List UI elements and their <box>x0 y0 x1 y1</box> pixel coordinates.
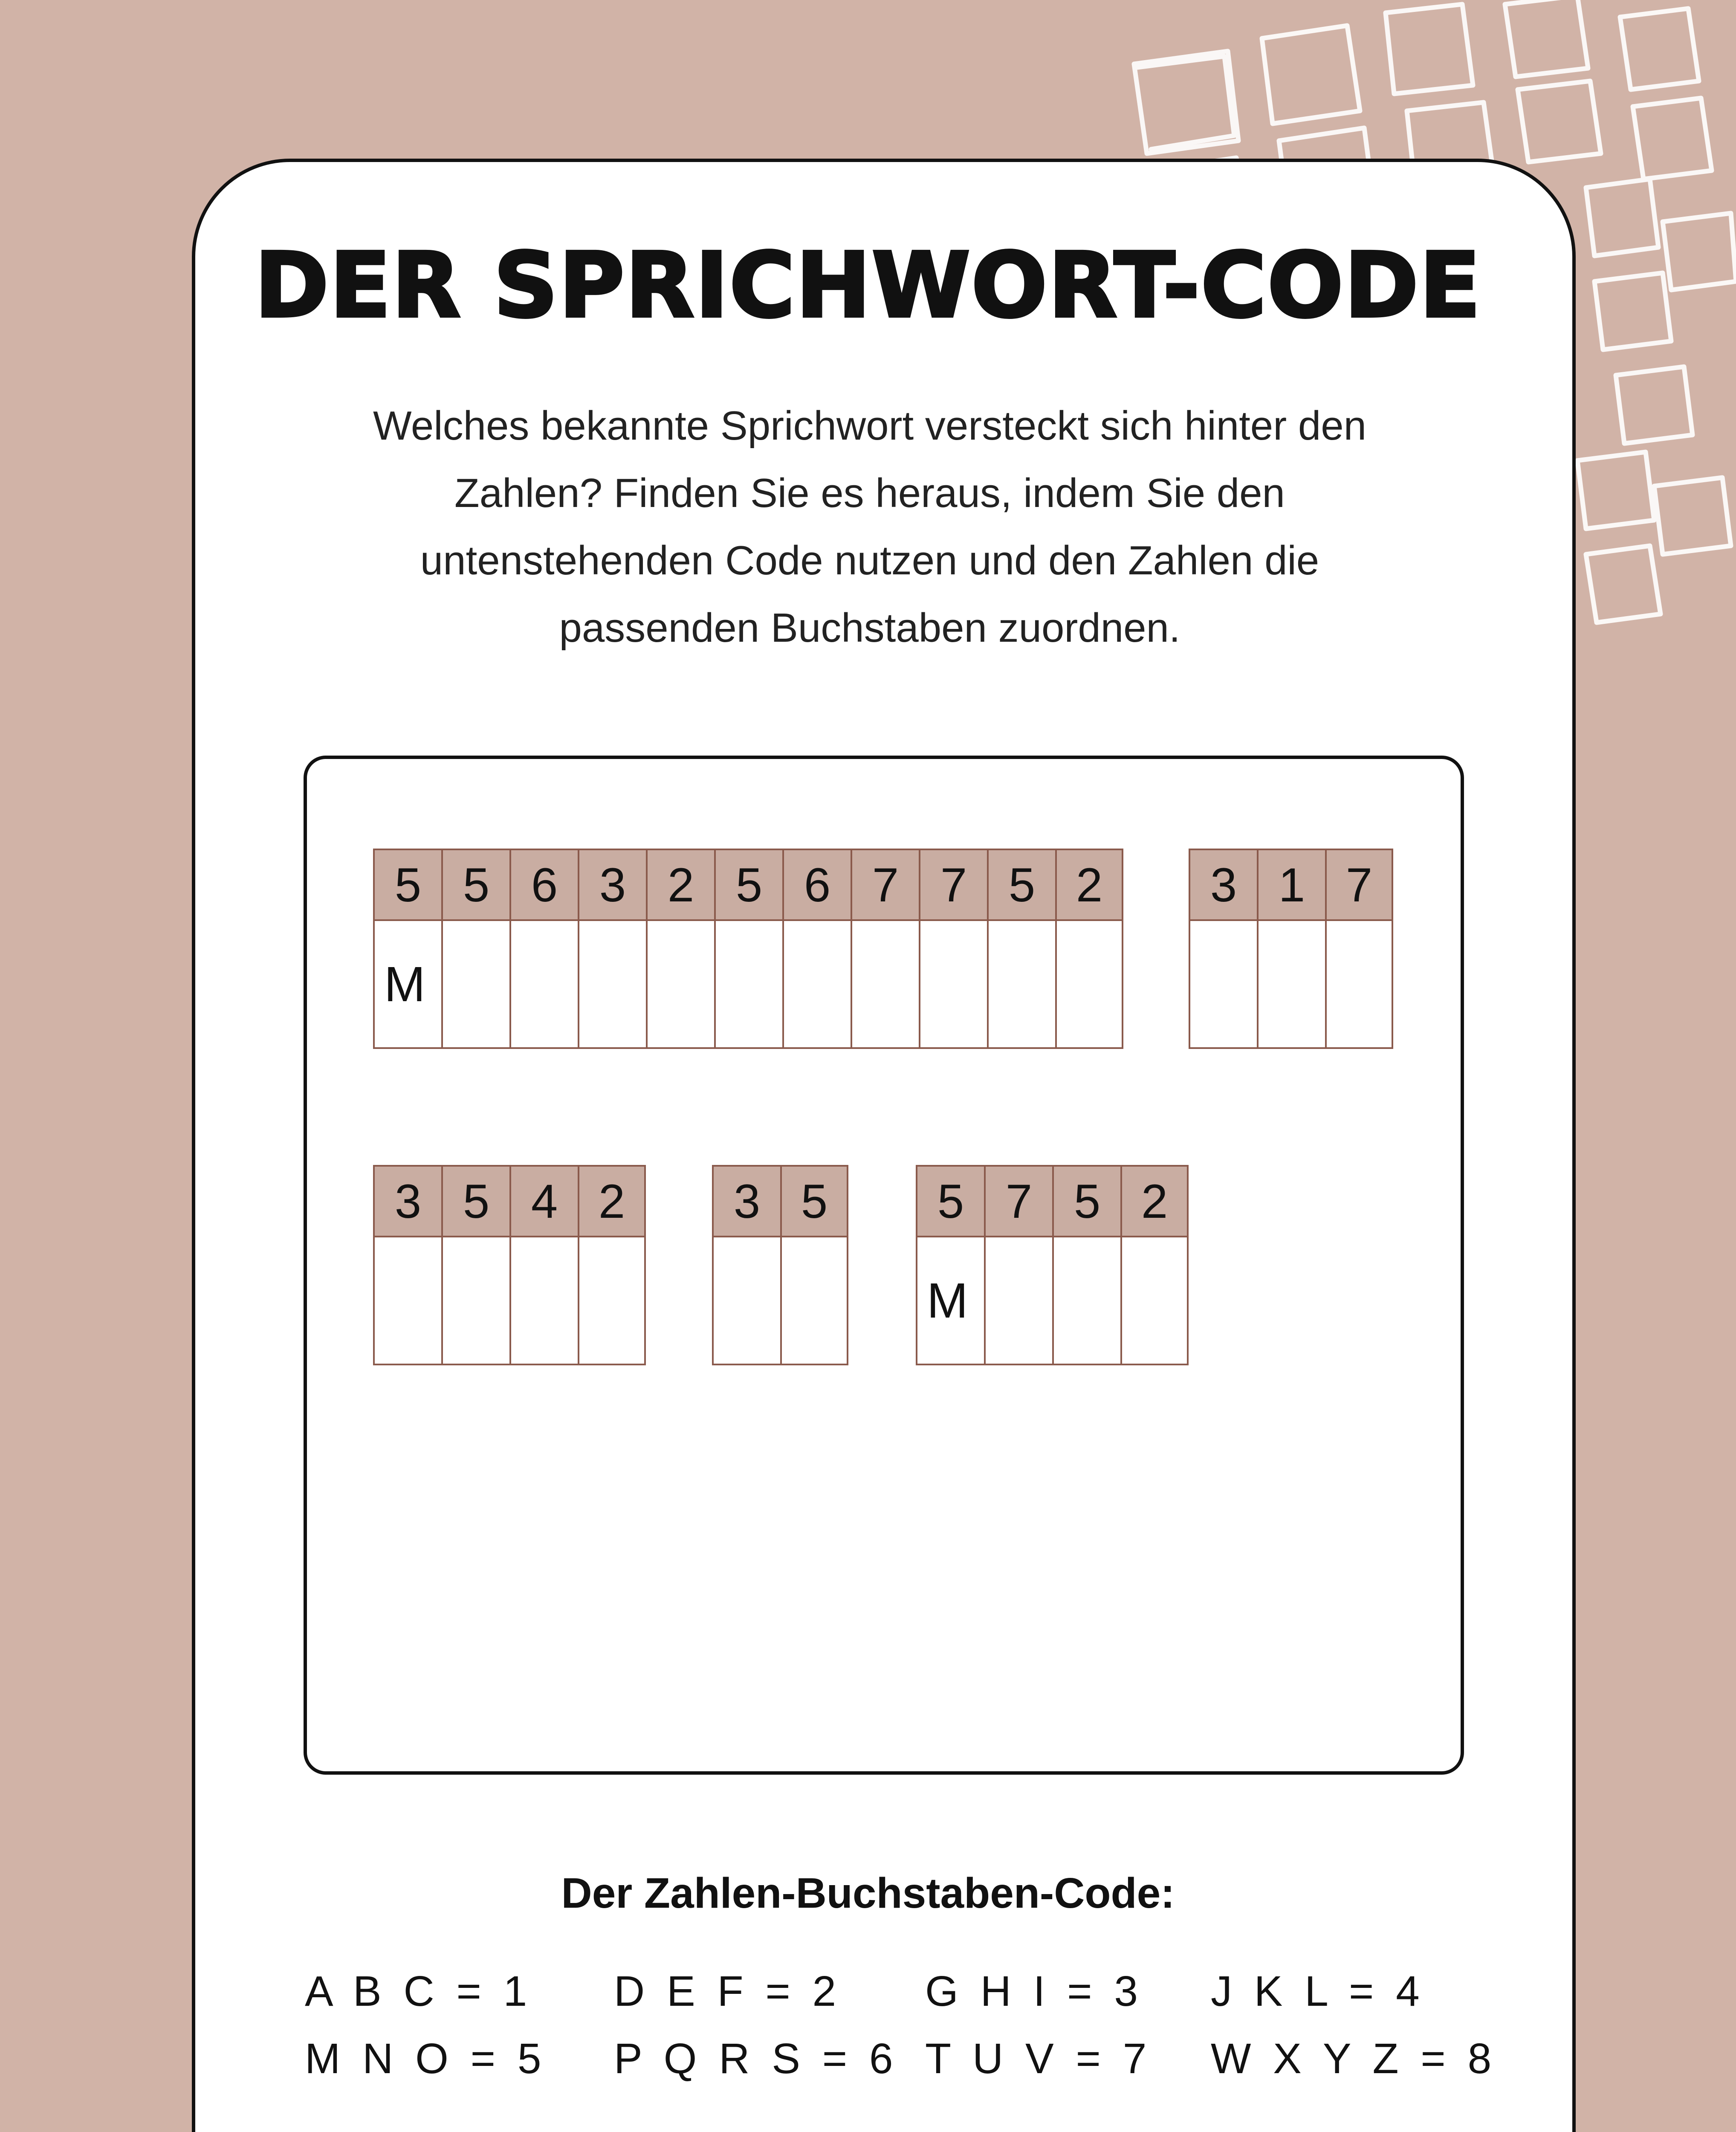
code-heading: Der Zahlen-Buchstaben-Code: <box>561 1869 1175 1917</box>
cell-answer[interactable] <box>441 1237 511 1365</box>
puzzle-cell <box>712 1165 780 1365</box>
cell-answer[interactable] <box>578 1237 646 1365</box>
word-3 <box>373 1165 646 1365</box>
cell-answer[interactable] <box>782 921 852 1049</box>
code-entry: J K L = 4 <box>1211 1967 1425 2015</box>
puzzle-cell <box>987 849 1055 1049</box>
cell-number: 3 <box>712 1165 782 1237</box>
cell-number: 5 <box>373 849 443 921</box>
cell-number: 5 <box>780 1165 848 1237</box>
word-1 <box>373 849 1123 1049</box>
puzzle-cell <box>1189 849 1257 1049</box>
word-4 <box>712 1165 848 1365</box>
puzzle-cell <box>373 1165 441 1365</box>
cell-answer[interactable] <box>714 921 784 1049</box>
cell-answer[interactable] <box>1120 1237 1189 1365</box>
cell-number: 2 <box>646 849 716 921</box>
puzzle-cell <box>578 1165 646 1365</box>
cell-number: 5 <box>714 849 784 921</box>
cell-number: 2 <box>1055 849 1123 921</box>
cell-number: 6 <box>509 849 579 921</box>
code-entry: W X Y Z = 8 <box>1211 2035 1497 2083</box>
code-entry: T U V = 7 <box>925 2035 1152 2083</box>
cell-answer[interactable] <box>441 921 511 1049</box>
code-entry: M N O = 5 <box>305 2035 547 2083</box>
cell-answer[interactable] <box>712 1237 782 1365</box>
puzzle-cell <box>1257 849 1325 1049</box>
cell-answer[interactable] <box>987 921 1057 1049</box>
cell-number: 5 <box>441 849 511 921</box>
cell-answer[interactable] <box>1189 921 1259 1049</box>
code-legend <box>305 1957 1497 2098</box>
page-title: DER SPRICHWORT-CODE <box>255 233 1481 338</box>
code-entry: G H I = 3 <box>925 1967 1143 2015</box>
cell-number: 7 <box>1325 849 1393 921</box>
puzzle-cell <box>851 849 919 1049</box>
puzzle-cell <box>1052 1165 1120 1365</box>
cell-number: 5 <box>916 1165 986 1237</box>
cell-answer[interactable]: M <box>373 921 443 1049</box>
cell-answer[interactable] <box>919 921 989 1049</box>
puzzle-cell <box>782 849 851 1049</box>
cell-number: 4 <box>509 1165 579 1237</box>
puzzle-cell <box>373 849 441 1049</box>
puzzle-cell <box>509 1165 578 1365</box>
cell-answer[interactable] <box>578 921 648 1049</box>
cell-answer[interactable] <box>1055 921 1123 1049</box>
cell-number: 5 <box>987 849 1057 921</box>
word-2 <box>1189 849 1393 1049</box>
puzzle-cell <box>1120 1165 1189 1365</box>
cell-answer[interactable] <box>373 1237 443 1365</box>
cell-answer[interactable] <box>509 1237 579 1365</box>
word-5 <box>916 1165 1189 1365</box>
puzzle-cell <box>714 849 782 1049</box>
cell-answer[interactable] <box>1257 921 1327 1049</box>
cell-answer[interactable] <box>509 921 579 1049</box>
cell-answer[interactable] <box>851 921 920 1049</box>
cell-number: 2 <box>1120 1165 1189 1237</box>
cell-answer[interactable] <box>1052 1237 1122 1365</box>
cell-number: 5 <box>1052 1165 1122 1237</box>
cell-answer[interactable] <box>984 1237 1054 1365</box>
puzzle-cell <box>578 849 646 1049</box>
cell-number: 7 <box>919 849 989 921</box>
instructions-text: Welches bekannte Sprichwort versteckt sich hinter den Zahlen? Finden Sie es heraus, indem Sie den untenstehenden Code nutzen und den Zahlen die passenden Buchstaben zuordnen. <box>373 403 1366 651</box>
puzzle-cell <box>1055 849 1123 1049</box>
cell-number: 2 <box>578 1165 646 1237</box>
puzzle-cell <box>1325 849 1393 1049</box>
cell-number: 3 <box>1189 849 1259 921</box>
cell-number: 6 <box>782 849 852 921</box>
code-entry: D E F = 2 <box>614 1967 842 2015</box>
cell-answer[interactable]: M <box>916 1237 986 1365</box>
cell-answer[interactable] <box>1325 921 1393 1049</box>
cell-number: 3 <box>373 1165 443 1237</box>
cell-number: 5 <box>441 1165 511 1237</box>
cell-number: 1 <box>1257 849 1327 921</box>
puzzle-cell <box>441 849 509 1049</box>
code-entry: A B C = 1 <box>305 1967 532 2015</box>
cell-number: 3 <box>578 849 648 921</box>
cell-number: 7 <box>984 1165 1054 1237</box>
puzzle-cell <box>984 1165 1052 1365</box>
puzzle-cell <box>646 849 714 1049</box>
puzzle-cell <box>780 1165 848 1365</box>
cell-number: 7 <box>851 849 920 921</box>
cell-answer[interactable] <box>646 921 716 1049</box>
cell-answer[interactable] <box>780 1237 848 1365</box>
puzzle-cell <box>441 1165 509 1365</box>
puzzle-cell <box>509 849 578 1049</box>
puzzle-cell <box>916 1165 984 1365</box>
code-entry: P Q R S = 6 <box>614 2035 898 2083</box>
puzzle-cell <box>919 849 987 1049</box>
